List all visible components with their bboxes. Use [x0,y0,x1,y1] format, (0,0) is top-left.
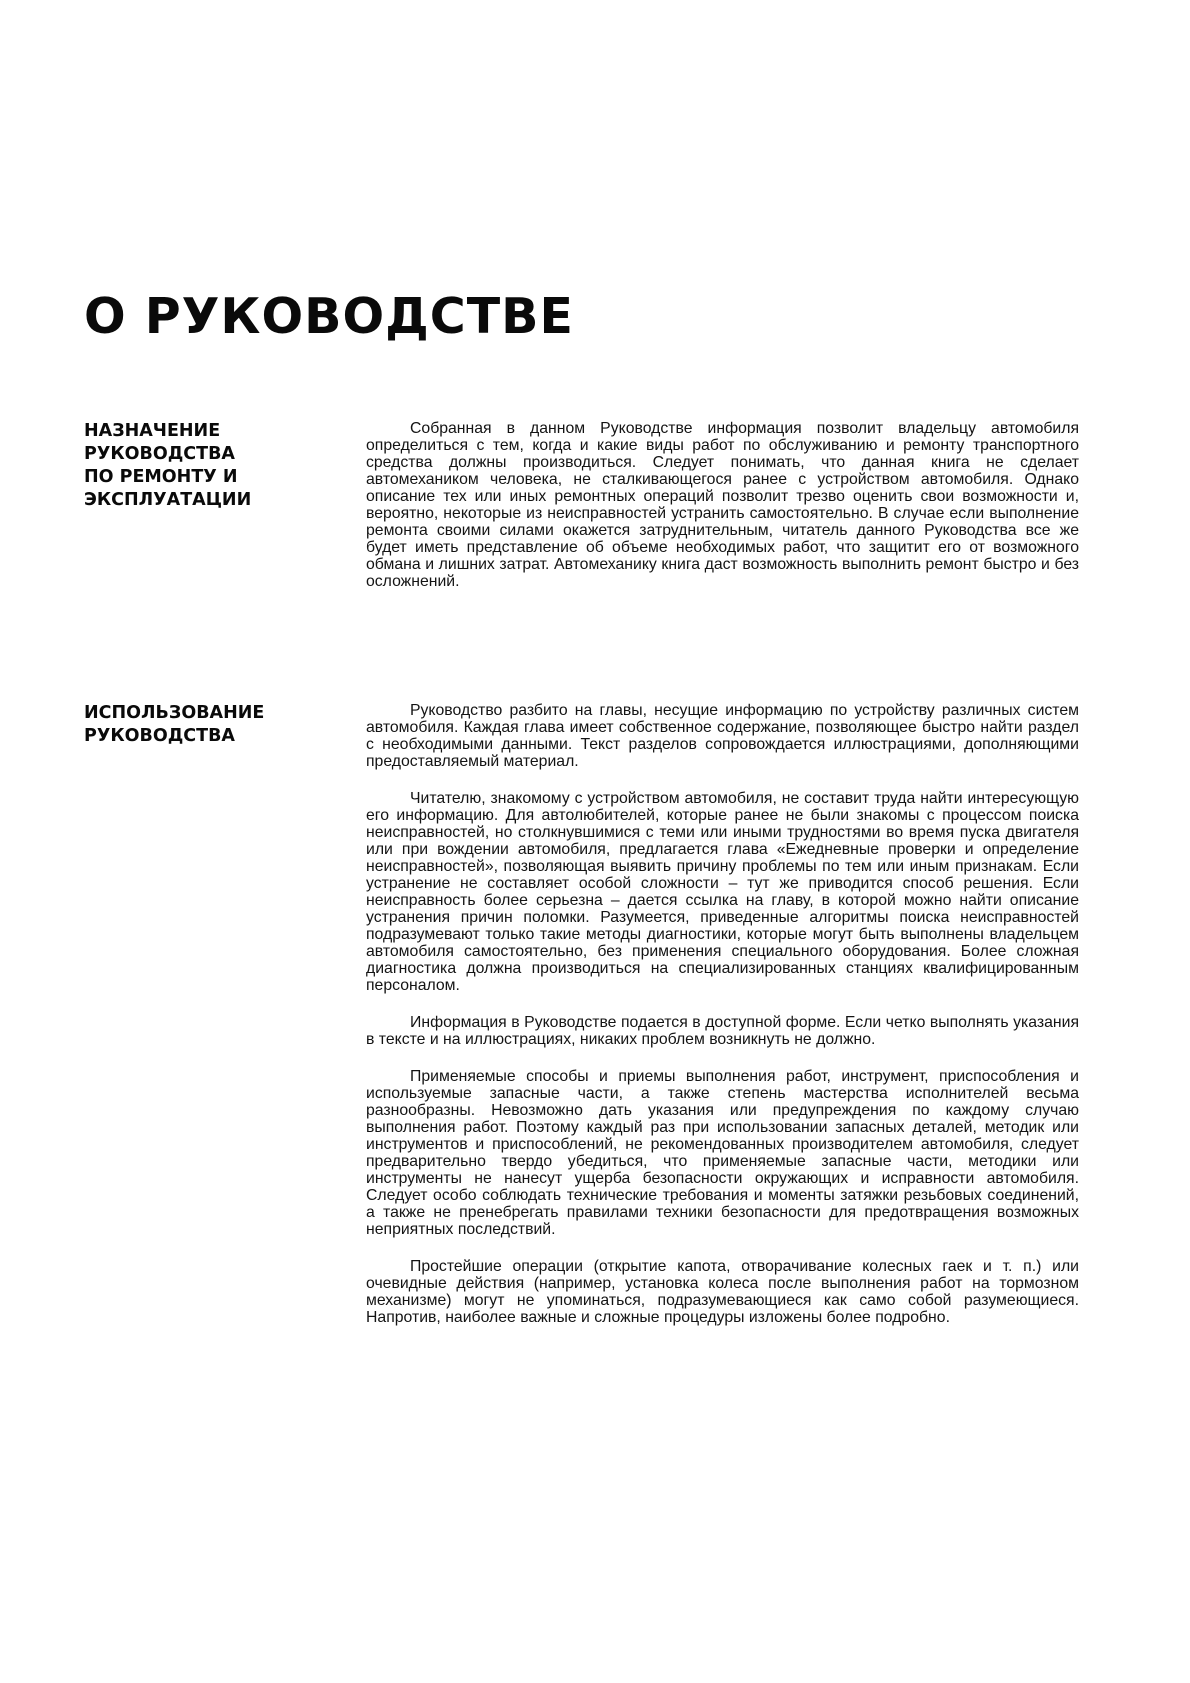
section-body [366,420,1079,590]
section-heading-line: РУКОВОДСТВА [84,726,235,746]
paragraph: Читателю, знакомому с устройством автомобиля, не составит труда найти интересующую его информацию. Для автолюбителей, которые ранее не были знакомы с процессом поиска неисправностей, но столкнувшимися с теми или иными трудностями во время пуска двигателя или при вождении автомобиля, предлагается глава «Ежедневные проверки и определение неисправностей», позволяющая выявить причину проблемы по тем или иным признакам. Если устранение не составляет особой сложности – тут же приводится способ решения. Если неисправность более серьезна – дается ссылка на главу, в которой можно найти описание устранения причин поломки. Разумеется, приведенные алгоритмы поиска неисправностей подразумевают только такие методы диагностики, которые могут быть выполнены владельцем автомобиля самостоятельно, без применения специального оборудования. Более сложная диагностика должна производиться на специализированных станциях квалифицированным персоналом. [366,790,1079,994]
section-heading-line: НАЗНАЧЕНИЕ [84,421,221,441]
paragraph: Собранная в данном Руководстве информация позволит владельцу автомобиля определиться с тем, когда и какие виды работ по обслуживанию и ремонту транспортного средства должны производиться. Следует понимать, что данная книга не сделает автомехаником человека, не сталкивающегося ранее с устройством автомобиля. Однако описание тех или иных ремонтных операций позволит трезво оценить свои возможности и, вероятно, некоторые из неисправностей устранить самостоятельно. В случае если выполнение ремонта своими силами окажется затруднительным, читатель данного Руководства все же будет иметь представление об объеме необходимых работ, что защитит его от возможного обмана и лишних затрат. Автомеханику книга даст возможность выполнить ремонт быстро и без осложнений. [366,420,1079,590]
paragraph: Руководство разбито на главы, несущие информацию по устройству различных систем автомобиля. Каждая глава имеет собственное содержание, позволяющее быстро найти раздел с необходимыми данными. Текст разделов сопровождается иллюстрациями, дополняющими предоставляемый материал. [366,702,1079,770]
page-title: О РУКОВОДСТВЕ [84,288,574,345]
paragraph: Информация в Руководстве подается в доступной форме. Если четко выполнять указания в тексте и на иллюстрациях, никаких проблем возникнуть не должно. [366,1014,1079,1048]
section-heading-line: РУКОВОДСТВА [84,444,235,464]
section-heading-line: ПО РЕМОНТУ И [84,467,238,487]
paragraph: Применяемые способы и приемы выполнения работ, инструмент, приспособления и используемые запасные части, а также степень мастерства исполнителей весьма разнообразны. Невозможно дать указания или предупреждения по каждому случаю выполнения работ. Поэтому каждый раз при использовании запасных деталей, методик или инструментов и приспособлений, не рекомендованных производителем автомобиля, следует предварительно твердо убедиться, что применяемые запасные части, методики или инструменты не нанесут ущерба безопасности окружающих и исправности автомобиля. Следует особо соблюдать технические требования и моменты затяжки резьбовых соединений, а также не пренебрегать правилами техники безопасности для предотвращения возможных неприятных последствий. [366,1068,1079,1238]
section-body [366,702,1079,1326]
section-heading-line: ИСПОЛЬЗОВАНИЕ [84,703,265,723]
section-heading [84,702,324,748]
section-heading-line: ЭКСПЛУАТАЦИИ [84,490,252,510]
paragraph: Простейшие операции (открытие капота, отворачивание колесных гаек и т. п.) или очевидные действия (например, установка колеса после выполнения работ на тормозном механизме) могут не упоминаться, подразумевающиеся как само собой разумеющиеся. Напротив, наиболее важные и сложные процедуры изложены более подробно. [366,1258,1079,1326]
section-heading [84,420,324,512]
